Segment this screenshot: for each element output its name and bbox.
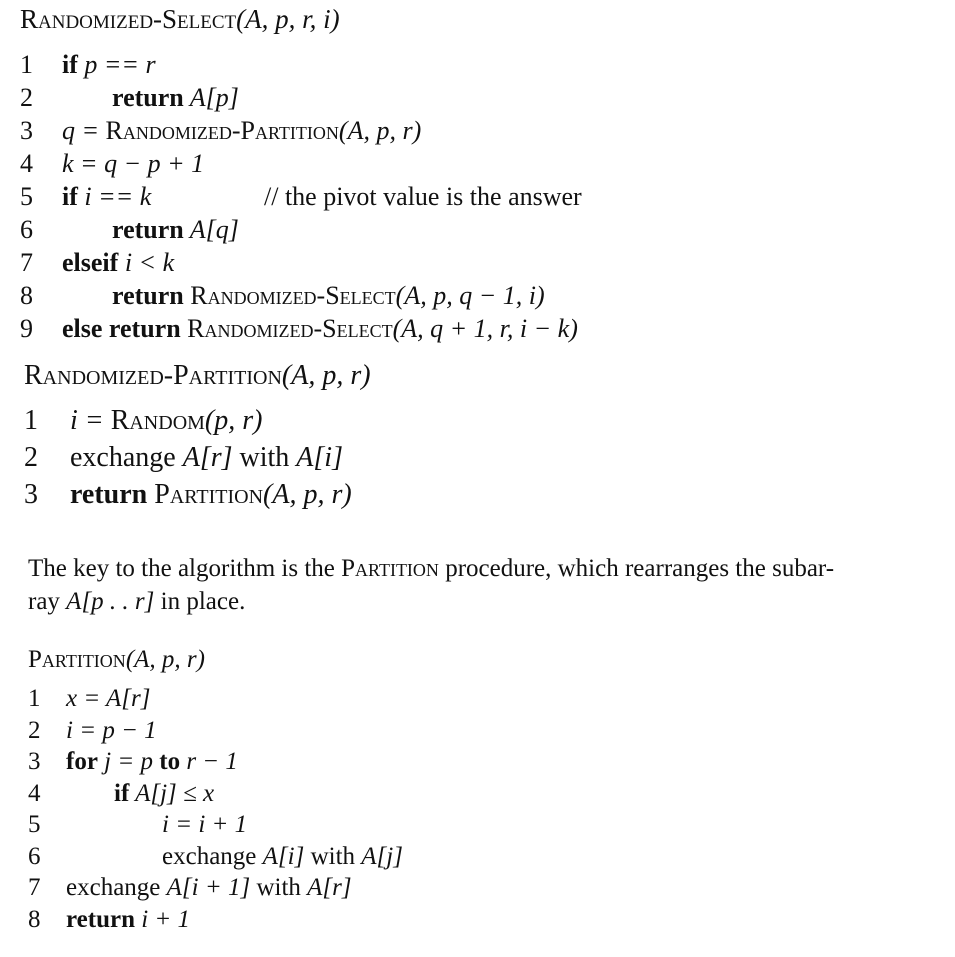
code-token: (p, r) — [204, 405, 263, 436]
code-token: A[j] — [361, 842, 403, 870]
code-token: if — [62, 182, 78, 211]
procedure-title — [20, 4, 340, 35]
code-token: The key to the algorithm is the — [28, 555, 342, 582]
code-token: to — [159, 748, 181, 775]
code-line — [112, 281, 545, 311]
line-number: 7 — [28, 874, 41, 901]
line-number: 6 — [20, 215, 33, 244]
line-number: 5 — [20, 182, 33, 211]
line-number: 6 — [28, 842, 41, 870]
code-token: A[r] — [182, 442, 233, 473]
code-token: q = — [62, 116, 106, 145]
procedure-name: Partition — [28, 646, 126, 673]
procedure-args: (A, p, r, i) — [236, 4, 340, 34]
line-number: 5 — [28, 811, 41, 838]
code-line — [162, 843, 403, 871]
code-token: Randomized-Select — [190, 281, 396, 310]
code-token: (A, p, r) — [263, 479, 352, 510]
code-token: with — [250, 874, 308, 901]
code-token: for — [66, 748, 98, 775]
line-number: 2 — [20, 83, 33, 112]
line-number: 1 — [20, 50, 33, 79]
code-token: (A, q + 1, r, i − k) — [392, 314, 578, 343]
code-line — [62, 50, 156, 80]
code-line — [62, 149, 204, 179]
code-line — [66, 906, 190, 934]
procedure-title — [24, 360, 371, 392]
line-number: 1 — [24, 405, 38, 436]
line-number: 9 — [20, 314, 33, 343]
code-token: j = p — [97, 748, 160, 775]
code-token: ray — [28, 588, 67, 615]
line-number: 3 — [20, 116, 33, 145]
code-token: i = — [70, 405, 111, 436]
code-token: x = A[r] — [66, 685, 151, 712]
code-token: return — [70, 479, 148, 510]
code-token: in place. — [154, 588, 246, 615]
code-line — [66, 685, 150, 713]
code-line — [70, 405, 262, 437]
code-token: A[i + 1] — [166, 874, 251, 901]
code-token: A[q] — [183, 215, 239, 244]
code-token: return — [112, 83, 184, 112]
code-token: else return — [62, 314, 181, 343]
line-number: 8 — [20, 281, 33, 310]
procedure-args: (A, p, r) — [125, 646, 205, 673]
code-line — [66, 748, 238, 776]
code-line — [162, 811, 247, 839]
line-number: 2 — [28, 716, 41, 744]
code-line — [70, 442, 343, 474]
code-token: Randomized-Select — [187, 314, 393, 343]
code-token: exchange — [162, 842, 263, 870]
procedure-name: Randomized-Select — [20, 4, 237, 34]
code-token: procedure, which rearranges the subar- — [438, 555, 835, 582]
code-token: i + 1 — [134, 905, 191, 933]
code-comment: // the pivot value is the answer — [264, 182, 582, 211]
code-line — [66, 717, 157, 745]
line-number: 2 — [24, 442, 38, 473]
procedure-args: (A, p, r) — [281, 360, 371, 391]
code-line — [70, 479, 352, 511]
code-token: (A, p, r) — [338, 116, 422, 145]
code-token: A[p] — [183, 83, 239, 112]
code-token: return — [66, 905, 135, 933]
line-number: 8 — [28, 905, 41, 933]
line-number: 1 — [28, 685, 41, 712]
code-token: i = i + 1 — [162, 811, 248, 838]
code-token: Randomized-Partition — [105, 116, 339, 145]
code-token: if — [114, 779, 130, 807]
code-token: A[i] — [262, 842, 305, 870]
code-token: i = p − 1 — [66, 716, 157, 744]
code-token: Random — [110, 405, 205, 436]
code-token: A[j] ≤ x — [129, 779, 215, 807]
code-token: i < k — [118, 248, 175, 277]
code-token: if — [62, 50, 78, 79]
code-line — [112, 83, 239, 113]
line-number: 7 — [20, 248, 33, 277]
procedure-name: Randomized-Partition — [24, 360, 282, 391]
code-token: A[p . . r] — [66, 588, 155, 615]
code-token: exchange — [66, 874, 167, 901]
code-token: Partition — [341, 555, 439, 582]
code-line — [62, 116, 421, 146]
code-token: i == k — [77, 182, 152, 211]
code-token: A[r] — [307, 874, 352, 901]
line-number: 4 — [20, 149, 33, 178]
line-number: 3 — [28, 748, 41, 775]
code-line — [62, 314, 578, 344]
code-token: with — [304, 842, 362, 870]
line-number: 4 — [28, 779, 41, 807]
code-token: Partition — [154, 479, 264, 510]
code-line — [112, 215, 239, 245]
code-token: (A, p, q − 1, i) — [395, 281, 545, 310]
code-token: p == r — [77, 50, 156, 79]
code-line — [62, 248, 174, 278]
code-token: k = q − p + 1 — [62, 149, 205, 178]
code-token: elseif — [62, 248, 119, 277]
line-number: 3 — [24, 479, 38, 510]
code-line — [66, 874, 352, 902]
code-token: A[i] — [296, 442, 343, 473]
code-token: with — [232, 442, 297, 473]
explanation-paragraph — [28, 552, 928, 618]
code-line — [114, 780, 214, 808]
code-token: return — [112, 215, 184, 244]
code-token: return — [112, 281, 184, 310]
code-line — [62, 182, 151, 212]
procedure-title — [28, 646, 205, 674]
code-token: r − 1 — [180, 748, 238, 775]
code-token: exchange — [70, 442, 183, 473]
